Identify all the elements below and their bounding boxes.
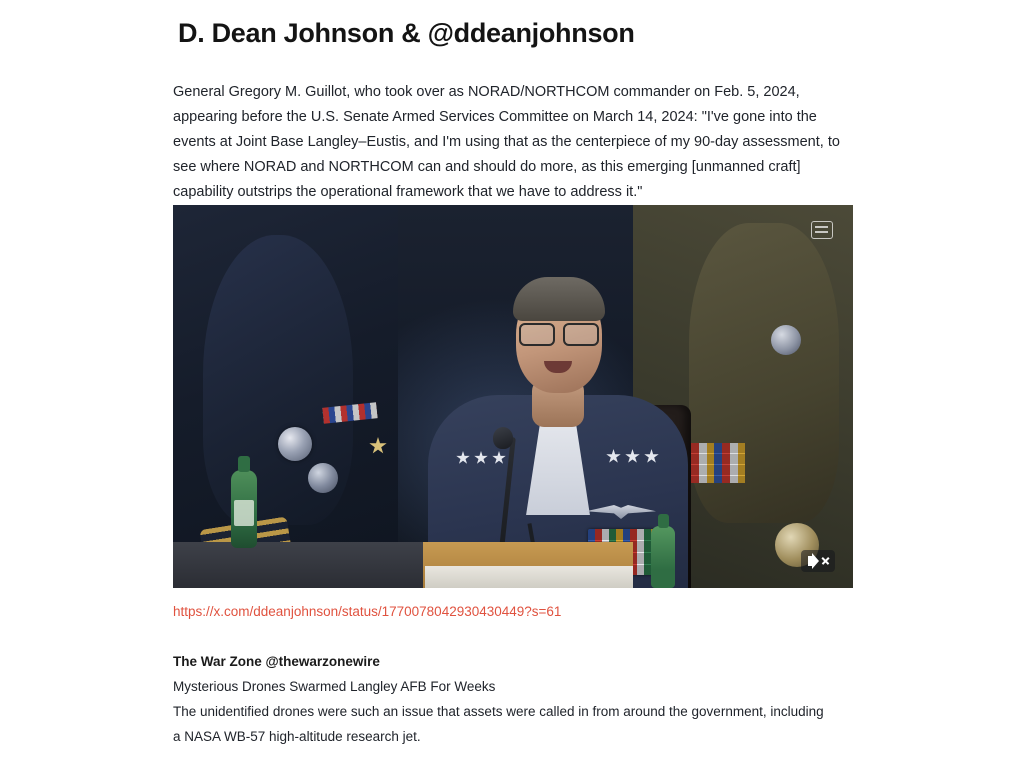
eyeglasses-icon xyxy=(516,323,602,343)
shoulder-stars-left xyxy=(456,451,512,467)
water-bottle-right xyxy=(651,526,675,588)
video-frame xyxy=(173,205,853,588)
article-headline: Mysterious Drones Swarmed Langley AFB For Weeks xyxy=(173,679,496,694)
article-summary: The unidentified drones were such an issue that assets were called in from around the government, including a NASA WB-57 high-altitude research jet. xyxy=(173,704,824,744)
shoulder-stars-right xyxy=(606,449,680,465)
article-source-handle: The War Zone @thewarzonewire xyxy=(173,654,380,669)
quote-paragraph: General Gregory M. Guillot, who took over as NORAD/NORTHCOM commander on Feb. 5, 2024, appearing before the U.S. Senate Armed Services Committee on March 14, 2024: "I've gone into the events at Joint Base Langley–Eustis, and I'm using that as the centerpiece of my 90-day assessment, to see where NORAD and NORTHCOM can and should do more, as this emerging [unmanned craft] capability outstrips the operational framework that we have to address it." xyxy=(173,84,840,200)
hearing-table-front-panel xyxy=(173,542,423,588)
medal-left-lower xyxy=(308,463,338,493)
closed-caption-icon[interactable] xyxy=(811,221,833,239)
embedded-video-player[interactable] xyxy=(173,205,853,588)
medal-right-upper xyxy=(771,325,801,355)
papers-on-table xyxy=(425,566,633,588)
mute-speaker-icon[interactable] xyxy=(801,550,835,572)
page-title: D. Dean Johnson & @ddeanjohnson xyxy=(178,18,635,48)
water-bottle-left xyxy=(231,470,257,548)
testifying-general xyxy=(428,267,688,588)
ribbon-bar-right xyxy=(683,443,745,483)
medal-left-upper xyxy=(278,427,312,461)
microphone-head xyxy=(493,427,513,449)
hair xyxy=(513,277,605,321)
source-link[interactable]: https://x.com/ddeanjohnson/status/1770078042930430449?s=61 xyxy=(173,604,562,619)
quoted-article-card xyxy=(173,650,863,749)
